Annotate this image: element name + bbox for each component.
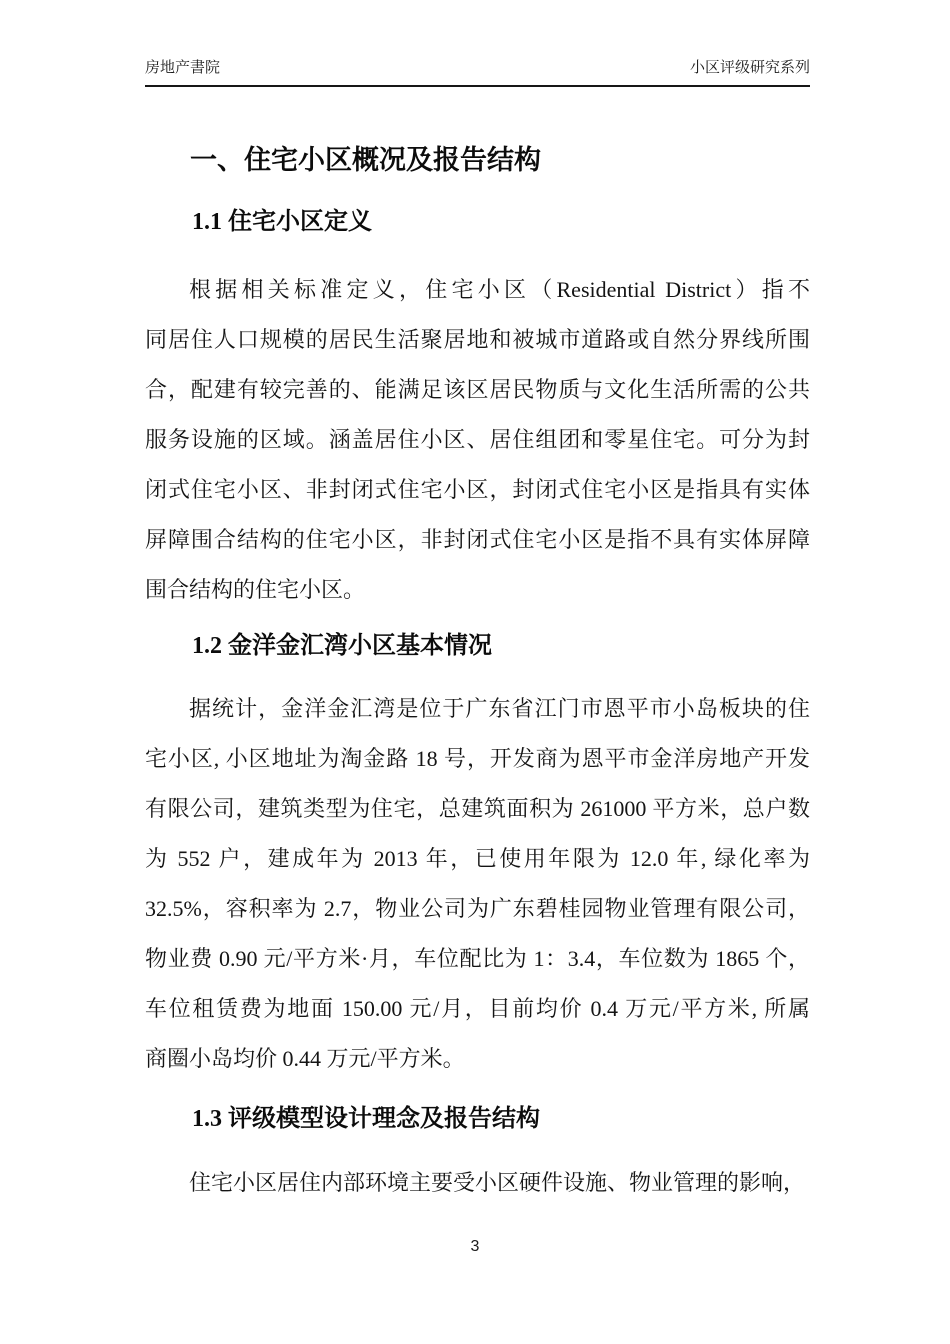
paragraph-line: 宅小区, 小区地址为淘金路 18 号，开发商为恩平市金洋房地产开发: [145, 746, 810, 771]
chapter-title: 一、住宅小区概况及报告结构: [190, 145, 541, 175]
paragraph-line: 根据相关标准定义，住宅小区（Residential District）指不: [189, 277, 810, 302]
paragraph-line: 住宅小区居住内部环境主要受小区硬件设施、物业管理的影响，: [189, 1170, 806, 1195]
paragraph-line: 服务设施的区域。涵盖居住小区、居住组团和零星住宅。可分为封: [145, 427, 810, 452]
header-right-text: 小区评级研究系列: [689, 59, 810, 76]
header-left-text: 房地产書院: [145, 59, 221, 76]
section-heading-1-1: 1.1 住宅小区定义: [192, 209, 372, 235]
paragraph-community-facts: [145, 684, 810, 1084]
paragraph-line: 为 552 户，建成年为 2013 年，已使用年限为 12.0 年, 绿化率为: [145, 846, 810, 871]
paragraph-line: 有限公司，建筑类型为住宅，总建筑面积为 261000 平方米，总户数: [145, 796, 810, 821]
paragraph-line: 据统计，金洋金汇湾是位于广东省江门市恩平市小岛板块的住: [189, 696, 810, 721]
paragraph-line: 车位租赁费为地面 150.00 元/月，目前均价 0.4 万元/平方米, 所属: [145, 996, 810, 1021]
page-number: 3: [470, 1238, 480, 1255]
paragraph-line: 物业费 0.90 元/平方米·月，车位配比为 1：3.4，车位数为 1865 个，: [145, 946, 810, 971]
paragraph-line: 同居住人口规模的居民生活聚居地和被城市道路或自然分界线所围: [145, 327, 810, 352]
paragraph-line: 商圈小岛均价 0.44 万元/平方米。: [145, 1046, 465, 1071]
paragraph-line: 闭式住宅小区、非封闭式住宅小区，封闭式住宅小区是指具有实体: [145, 477, 810, 502]
paragraph-model-intro: [145, 1158, 810, 1208]
section-heading-1-2: 1.2 金洋金汇湾小区基本情况: [192, 633, 492, 659]
paragraph-line: 屏障围合结构的住宅小区，非封闭式住宅小区是指不具有实体屏障: [145, 527, 810, 552]
paragraph-line: 围合结构的住宅小区。: [145, 577, 366, 602]
page-header: [145, 58, 810, 87]
section-heading-1-3: 1.3 评级模型设计理念及报告结构: [192, 1106, 540, 1132]
paragraph-definition: [145, 265, 810, 615]
paragraph-line: 合，配建有较完善的、能满足该区居民物质与文化生活所需的公共: [145, 377, 810, 402]
paragraph-line: 32.5%，容积率为 2.7，物业公司为广东碧桂园物业管理有限公司，: [145, 896, 810, 921]
